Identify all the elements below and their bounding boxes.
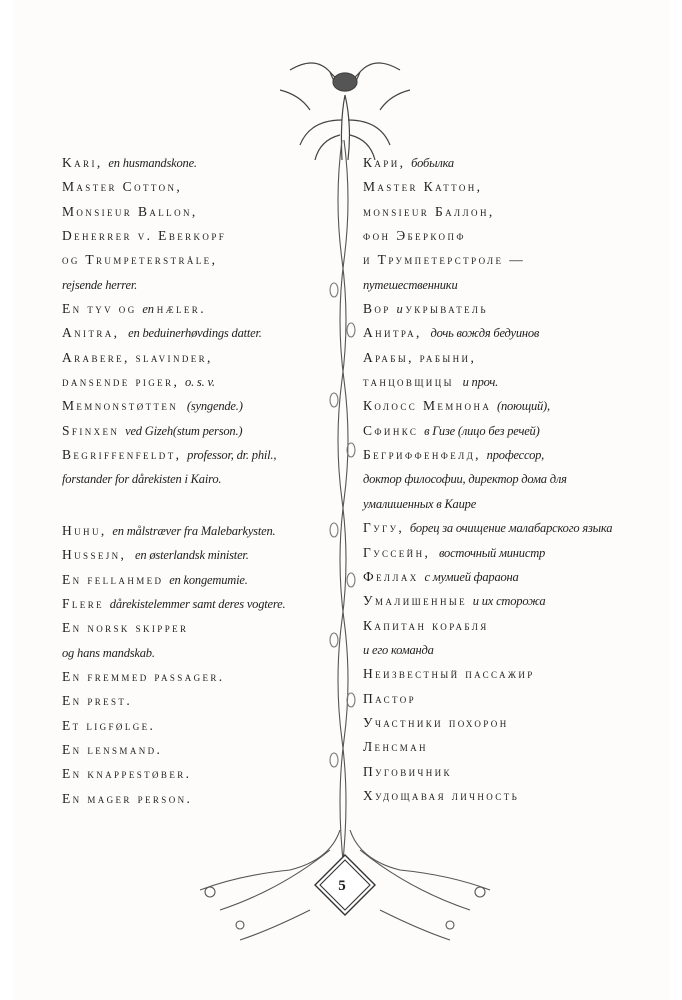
cast-entry (62, 762, 285, 786)
character-name: Кари, (363, 155, 412, 170)
cast-entry (363, 224, 612, 248)
character-description: forstander for dårekisten i Kairo. (62, 472, 222, 487)
character-name: En lensmand. (62, 741, 163, 757)
cast-entry (62, 787, 285, 811)
character-name: Участники похорон (363, 714, 509, 730)
cast-entry (62, 346, 285, 370)
character-description: восточный министр (436, 545, 546, 560)
character-name: Капитан корабля (363, 617, 489, 633)
character-name: En knappestøber. (62, 766, 192, 782)
character-description: en østerlandsk minister. (132, 548, 249, 563)
character-description: (поющий), (497, 399, 550, 414)
cast-entry (363, 297, 612, 321)
character-name: Неизвестный пассажир (363, 666, 535, 682)
character-description: professor, dr. phil., (187, 448, 277, 463)
cast-entry (62, 175, 285, 199)
character-name: Колосс Мемнона (363, 398, 498, 414)
character-description: en husmandskone. (108, 156, 197, 170)
character-name: Monsieur Ballon, (62, 203, 198, 219)
character-description: с мумией фараона (424, 569, 519, 584)
character-name: Memnonstøtten (62, 398, 184, 414)
character-description: en kongemumie. (169, 572, 248, 587)
cast-entry (62, 248, 285, 272)
character-name: En tyv og (62, 301, 143, 317)
cast-entry (363, 662, 612, 686)
vine-divider-icon (320, 140, 364, 870)
character-name: Анитра, (363, 325, 428, 341)
character-description: ved Gizeh(stum person.) (125, 423, 243, 438)
cast-entry (62, 443, 285, 467)
cast-entry (62, 419, 285, 443)
character-name: Пастор (363, 690, 417, 706)
cast-entry (62, 224, 285, 248)
character-name: Begriffenfeldt, (62, 447, 188, 463)
character-name: Пуговичник (363, 763, 452, 779)
character-name: En fellahmed (62, 571, 170, 587)
cast-entry (62, 370, 285, 394)
character-name: En prest. (62, 693, 133, 709)
character-name: Худощавая личность (363, 787, 520, 803)
cast-entry (363, 151, 612, 175)
character-name: Бегриффенфелд, (363, 447, 487, 463)
character-name: фон Эберкопф (363, 228, 466, 244)
character-description: en beduinerhøvdings datter. (125, 326, 262, 341)
cast-entry (62, 616, 285, 640)
character-name: укрыватель (405, 301, 488, 317)
cast-entry (363, 760, 612, 784)
character-description: и их сторожа (472, 594, 546, 609)
character-name: Сфинкс (363, 422, 425, 438)
character-name: monsieur Баллон, (363, 203, 495, 219)
character-name: Hussejn, (62, 547, 133, 563)
character-description: og hans mandskab. (62, 645, 155, 660)
character-description: и его команда (363, 642, 434, 657)
cast-entry (62, 714, 285, 738)
cast-entry (363, 565, 612, 589)
cast-entry (62, 641, 285, 665)
character-name: Арабы, рабыни, (363, 349, 477, 365)
cast-entry (62, 273, 285, 297)
character-name: танцовщицы (363, 374, 460, 390)
cast-entry (62, 519, 285, 543)
character-name: dansende piger, (62, 374, 186, 390)
cast-entry (62, 689, 285, 713)
character-name: Deherrer v. Eberkopf (62, 228, 227, 244)
character-name: hæler. (156, 301, 206, 317)
cast-entry (363, 541, 612, 565)
cast-entry (363, 419, 612, 443)
character-description: путешественники (363, 277, 458, 292)
cast-entry (363, 200, 612, 224)
character-name: En norsk skipper (62, 620, 189, 636)
cast-entry (363, 175, 612, 199)
character-name: Anitra, (62, 325, 126, 341)
cast-entry (363, 467, 612, 491)
cast-entry (363, 687, 612, 711)
cast-entry (363, 370, 612, 394)
cast-entry (363, 589, 612, 613)
character-name: Arabere, slavinder, (62, 349, 213, 365)
cast-entry (62, 297, 285, 321)
cast-entry (363, 321, 612, 345)
cast-entry (363, 784, 612, 808)
cast-entry (62, 592, 285, 616)
character-description: dårekistelemmer samt deres vogtere. (109, 596, 286, 611)
character-description: профессор, (486, 448, 545, 463)
character-name: og Trumpeterstråle, (62, 252, 218, 268)
character-description: борец за очищение малабарского языка (409, 521, 613, 536)
cast-list-norwegian (62, 151, 285, 811)
cast-entry (62, 151, 285, 175)
character-description: (syngende.) (183, 399, 243, 414)
cast-entry (62, 738, 285, 762)
character-name: Феллах (363, 568, 425, 584)
character-name: Master Каттон, (363, 179, 483, 195)
character-name: En fremmed passager. (62, 668, 225, 684)
character-description: rejsende herrer. (62, 277, 138, 292)
character-description: умалишенных в Каире (363, 496, 477, 511)
character-name: Kari, (62, 155, 109, 170)
cast-entry (363, 516, 612, 540)
character-description: и (396, 302, 406, 317)
cast-entry (62, 568, 285, 592)
character-name: и Трумпетерстроле — (363, 252, 526, 268)
character-description: en (142, 302, 157, 317)
character-name: Умалишенные (363, 593, 473, 609)
cast-entry (363, 735, 612, 759)
cast-entry (62, 394, 285, 418)
cast-entry (62, 200, 285, 224)
cast-entry (363, 248, 612, 272)
character-description: бобылка (411, 156, 454, 170)
cast-entry (62, 321, 285, 345)
character-description: и проч. (459, 375, 499, 390)
character-name: Гугу, (363, 520, 410, 536)
cast-entry (363, 443, 612, 467)
cast-list-russian (363, 151, 612, 808)
cast-entry (62, 665, 285, 689)
character-description: доктор философии, директор дома для (363, 472, 567, 487)
cast-entry (363, 394, 612, 418)
character-name: Вор (363, 301, 397, 317)
cast-entry (363, 638, 612, 662)
character-name: Huhu, (62, 522, 113, 538)
character-description: в Гизе (лицо без речей) (424, 423, 540, 438)
character-name: Master Cotton, (62, 179, 183, 195)
cast-entry (363, 492, 612, 516)
cast-entry (363, 711, 612, 735)
character-name: Flere (62, 595, 110, 611)
page-number: 5 (338, 878, 346, 894)
cast-entry (62, 467, 285, 491)
character-name: Гуссейн, (363, 544, 437, 560)
cast-entry (363, 273, 612, 297)
cast-entry (363, 346, 612, 370)
character-name: Et ligfølge. (62, 717, 156, 733)
character-description: en målstræver fra Malebarkysten. (112, 523, 276, 538)
cast-entry (62, 543, 285, 567)
character-description: o. s. v. (185, 375, 215, 390)
character-name: Ленсман (363, 739, 428, 755)
character-name: En mager person. (62, 790, 193, 806)
cast-entry (363, 614, 612, 638)
character-name: Sfinxen (62, 422, 126, 438)
character-description: дочь вождя бедуинов (427, 326, 540, 341)
